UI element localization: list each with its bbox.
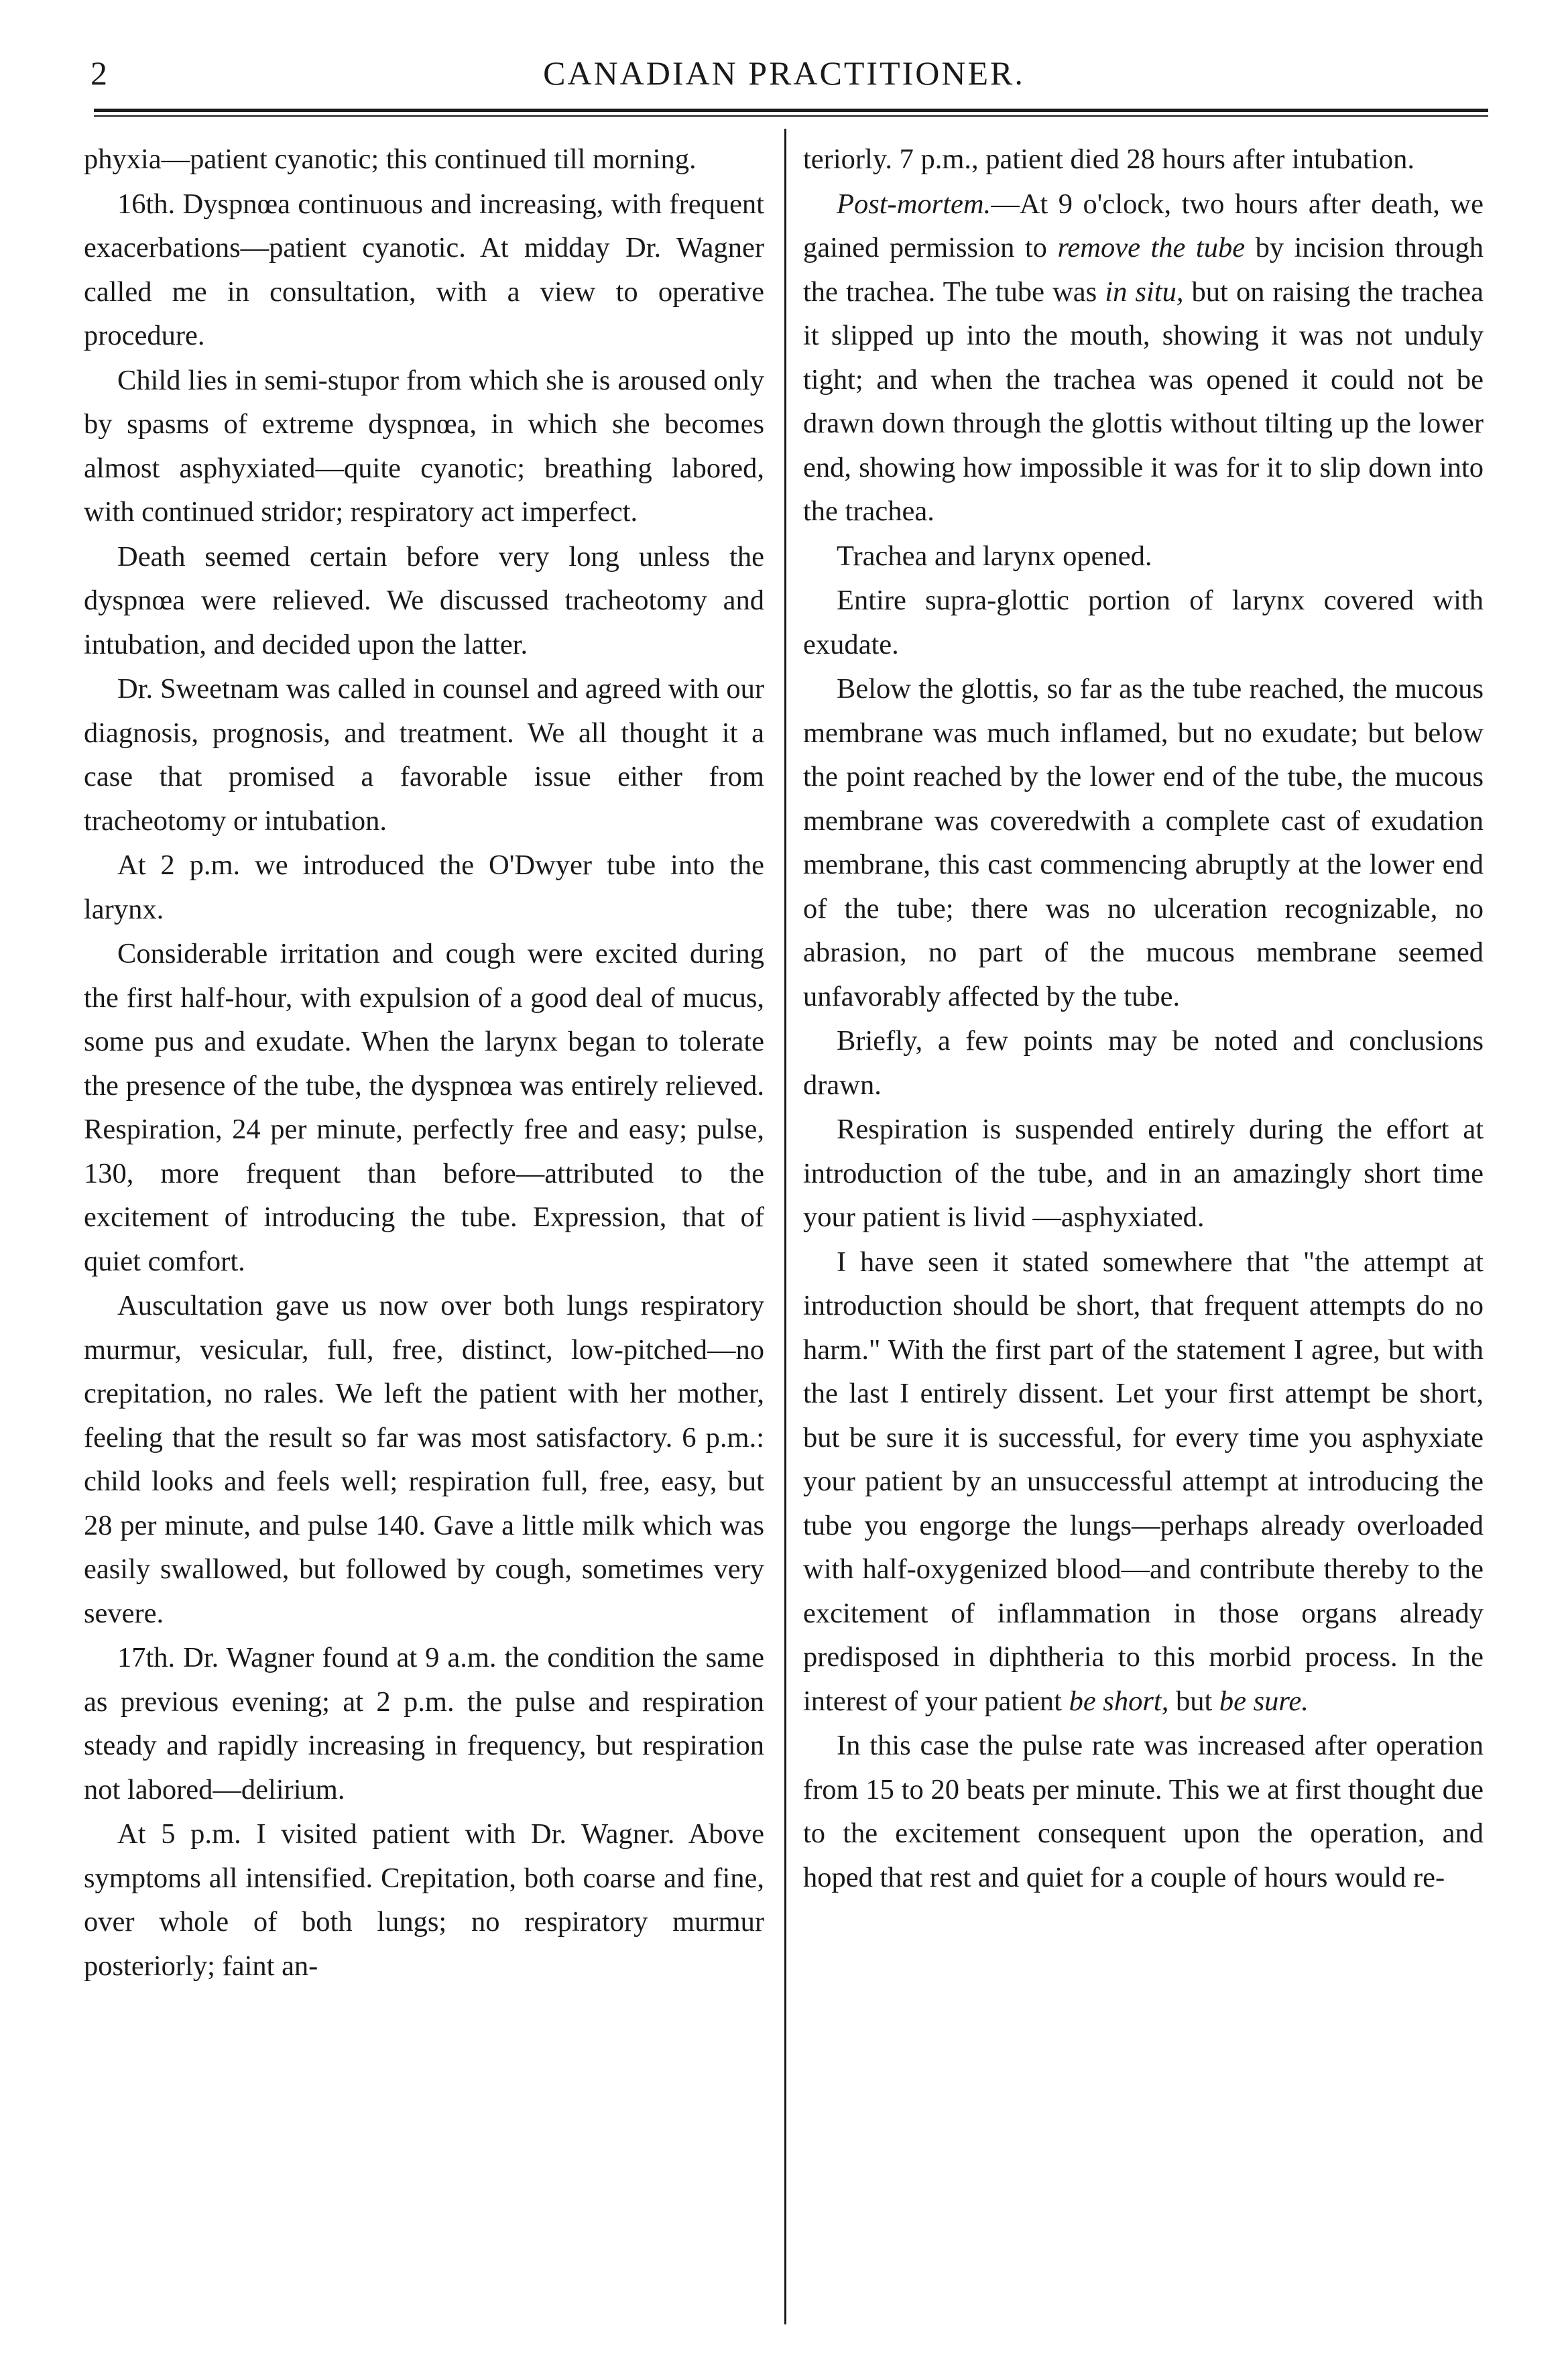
left-column bbox=[84, 137, 764, 1988]
paragraph: Below the glottis, so far as the tube reached, the mucous membrane was much inflamed, but no exudate; but below the point reached by the lower end of the tube, the mucous membrane was coveredwith a complete cast of exudation membrane, this cast commencing abruptly at the lower end of the tube; there was no ulceration recognizable, no abrasion, no part of the mucous membrane seemed unfavorably affected by the tube. bbox=[803, 673, 1484, 1012]
paragraph: Trachea and larynx opened. bbox=[837, 540, 1152, 572]
text-run: I have seen it stated somewhere that "the attempt at introduction should be short, that frequent attempts do no harm." With the first part of the statement I agree, but with the last I entirely dissent. Let your first attempt be short, but be sure it is successful, for every time you asphyxiate your patient by an unsuccessful attempt at introducing the tube you engorge the lungs—perhaps already overloaded with half-oxygenized blood—and contribute thereby to the excitement of inflammation in those organs already predisposed in diphtheria to this morbid process. In the interest of your patient bbox=[803, 1246, 1484, 1717]
column-divider bbox=[784, 129, 786, 2324]
paragraph: Child lies in semi-stupor from which she is aroused only by spasms of extreme dyspnœa, in which she becomes almost asphyxiated—quite cyanotic; breathing labored, with continued stridor; respiratory act imperfect. bbox=[84, 364, 764, 528]
paragraph: Entire supra-glottic portion of larynx covered with exudate. bbox=[803, 585, 1484, 660]
emphasis: in situ, bbox=[1105, 276, 1184, 308]
paragraph: In this case the pulse rate was increased after operation from 15 to 20 beats per minute. This we at first thought due to the excitement consequent upon the operation, and hoped that rest and quiet for a couple of hours would re- bbox=[803, 1730, 1484, 1893]
paragraph: At 2 p.m. we introduced the O'Dwyer tube into the larynx. bbox=[84, 849, 764, 925]
running-header bbox=[0, 54, 1568, 101]
paragraph: teriorly. 7 p.m., patient died 28 hours after intubation. bbox=[803, 143, 1414, 175]
post-mortem-heading: Post-mortem. bbox=[837, 188, 991, 220]
paragraph: 16th. Dyspnœa continuous and increasing, with frequent exacerbations—patient cyanotic. At midday Dr. Wagner called me in consultation, with a view to operative procedure. bbox=[84, 188, 764, 351]
paragraph: Considerable irritation and cough were excited during the first half-hour, with expulsion of a good deal of mucus, some pus and exudate. When the larynx began to tolerate the presence of the tube, the dyspnœa was entirely relieved. Respiration, 24 per minute, perfectly free and easy; pulse, 130, more frequent than before—attributed to the excitement of introducing the tube. Expression, that of quiet comfort. bbox=[84, 938, 764, 1277]
paragraph: Briefly, a few points may be noted and conclusions drawn. bbox=[803, 1025, 1484, 1101]
paragraph: Death seemed certain before very long unless the dyspnœa were relieved. We discussed tracheotomy and intubation, and decided upon the latter. bbox=[84, 540, 764, 660]
paragraph bbox=[803, 1240, 1484, 1724]
text-run: but on raising the trachea it slipped up into the mouth, showing it was not unduly tight; and when the trachea was opened it could not be drawn down through the glottis without tilting up the lower end, showing how impossible it was for it to slip down into the trachea. bbox=[803, 276, 1484, 527]
paragraph: At 5 p.m. I visited patient with Dr. Wagner. Above symptoms all intensified. Crepitation, both coarse and fine, over whole of both lungs; no respiratory murmur posteriorly; faint an- bbox=[84, 1818, 764, 1982]
text-run: by incision through the trachea. The tube was bbox=[803, 232, 1484, 308]
paragraph: Auscultation gave us now over both lungs respiratory murmur, vesicular, full, free, distinct, low-pitched—no crepitation, no rales. We left the patient with her mother, feeling that the result so far was most satisfactory. 6 p.m.: child looks and feels well; respiration full, free, easy, but 28 per minute, and pulse 140. Gave a little milk which was easily swallowed, but followed by cough, sometimes very severe. bbox=[84, 1290, 764, 1629]
paragraph-post-mortem bbox=[803, 182, 1484, 534]
emphasis: be short, bbox=[1069, 1685, 1169, 1717]
paragraph: 17th. Dr. Wagner found at 9 a.m. the condition the same as previous evening; at 2 p.m. the pulse and respiration steady and rapidly increasing in frequency, but respiration not labored—delirium. bbox=[84, 1642, 764, 1805]
right-column bbox=[803, 137, 1484, 1899]
header-rule-thin bbox=[94, 115, 1488, 117]
paragraph: Respiration is suspended entirely during the effort at introduction of the tube, and in an amazingly short time your patient is livid —asphyxiated. bbox=[803, 1114, 1484, 1233]
header-rule bbox=[94, 109, 1488, 112]
emphasis: remove the tube bbox=[1057, 232, 1246, 263]
page-number: 2 bbox=[91, 54, 108, 92]
journal-title: CANADIAN PRACTITIONER. bbox=[543, 54, 1025, 92]
text-run: —At 9 o'clock, two hours after death, we gained permission to bbox=[803, 188, 1484, 263]
emphasis: be sure. bbox=[1219, 1685, 1309, 1717]
text-run: but bbox=[1168, 1685, 1219, 1717]
paragraph: Dr. Sweetnam was called in counsel and agreed with our diagnosis, prognosis, and treatment. We all thought it a case that promised a favorable issue either from tracheotomy or intubation. bbox=[84, 673, 764, 837]
paragraph: phyxia—patient cyanotic; this continued till morning. bbox=[84, 143, 697, 175]
